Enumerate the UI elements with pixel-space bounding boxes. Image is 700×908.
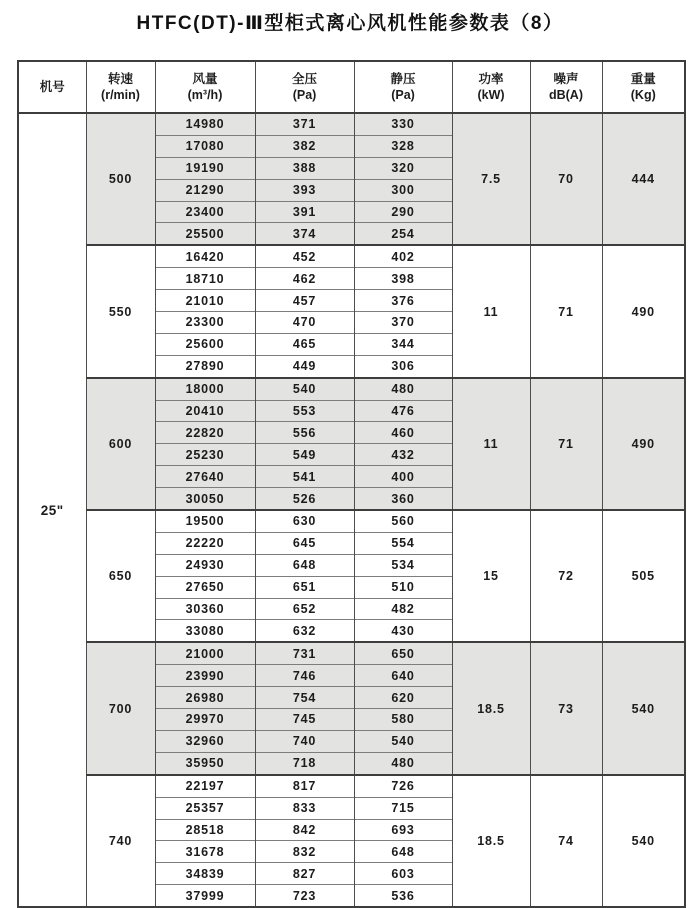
- total-pressure-cell: 452: [255, 245, 354, 267]
- power-cell: 11: [452, 245, 530, 377]
- flow-cell: 30050: [155, 488, 255, 510]
- header-label: 机号: [39, 80, 65, 94]
- static-pressure-cell: 480: [354, 378, 452, 400]
- header-label: 功率: [478, 72, 504, 86]
- flow-cell: 25357: [155, 797, 255, 819]
- power-cell: 7.5: [452, 113, 530, 245]
- total-pressure-cell: 382: [255, 135, 354, 157]
- data-row: [18, 510, 685, 532]
- flow-cell: 32960: [155, 730, 255, 752]
- power-cell: 11: [452, 378, 530, 510]
- col-header-rpm: [86, 61, 155, 113]
- total-pressure-cell: 754: [255, 687, 354, 709]
- static-pressure-cell: 603: [354, 863, 452, 885]
- rpm-cell: 740: [86, 775, 155, 907]
- header-row: [18, 61, 685, 113]
- static-pressure-cell: 402: [354, 245, 452, 267]
- flow-cell: 23300: [155, 312, 255, 334]
- static-pressure-cell: 620: [354, 687, 452, 709]
- total-pressure-cell: 470: [255, 312, 354, 334]
- static-pressure-cell: 510: [354, 576, 452, 598]
- flow-cell: 25600: [155, 333, 255, 355]
- total-pressure-cell: 833: [255, 797, 354, 819]
- total-pressure-cell: 462: [255, 268, 354, 290]
- header-unit: (Pa): [292, 88, 317, 102]
- col-header-machine: [18, 61, 86, 113]
- flow-cell: 30360: [155, 598, 255, 620]
- col-header-flow: [155, 61, 255, 113]
- data-row: [18, 113, 685, 135]
- flow-cell: 20410: [155, 400, 255, 422]
- flow-cell: 23990: [155, 665, 255, 687]
- static-pressure-cell: 476: [354, 400, 452, 422]
- flow-cell: 29970: [155, 709, 255, 731]
- total-pressure-cell: 648: [255, 554, 354, 576]
- static-pressure-cell: 534: [354, 554, 452, 576]
- weight-cell: 540: [602, 642, 685, 774]
- static-pressure-cell: 344: [354, 333, 452, 355]
- static-pressure-cell: 726: [354, 775, 452, 797]
- power-cell: 15: [452, 510, 530, 642]
- static-pressure-cell: 580: [354, 709, 452, 731]
- header-label: 静压: [390, 72, 416, 86]
- total-pressure-cell: 553: [255, 400, 354, 422]
- flow-cell: 21010: [155, 290, 255, 312]
- flow-cell: 25230: [155, 444, 255, 466]
- noise-cell: 74: [530, 775, 602, 907]
- static-pressure-cell: 480: [354, 752, 452, 774]
- flow-cell: 34839: [155, 863, 255, 885]
- total-pressure-cell: 457: [255, 290, 354, 312]
- flow-cell: 27650: [155, 576, 255, 598]
- static-pressure-cell: 376: [354, 290, 452, 312]
- power-cell: 18.5: [452, 642, 530, 774]
- flow-cell: 23400: [155, 201, 255, 223]
- static-pressure-cell: 400: [354, 466, 452, 488]
- total-pressure-cell: 842: [255, 819, 354, 841]
- flow-cell: 14980: [155, 113, 255, 135]
- static-pressure-cell: 650: [354, 642, 452, 664]
- static-pressure-cell: 370: [354, 312, 452, 334]
- static-pressure-cell: 640: [354, 665, 452, 687]
- col-header-power: [452, 61, 530, 113]
- total-pressure-cell: 731: [255, 642, 354, 664]
- flow-cell: 26980: [155, 687, 255, 709]
- noise-cell: 73: [530, 642, 602, 774]
- total-pressure-cell: 374: [255, 223, 354, 245]
- total-pressure-cell: 371: [255, 113, 354, 135]
- total-pressure-cell: 651: [255, 576, 354, 598]
- flow-cell: 16420: [155, 245, 255, 267]
- flow-cell: 31678: [155, 841, 255, 863]
- data-row: [18, 378, 685, 400]
- rpm-cell: 650: [86, 510, 155, 642]
- total-pressure-cell: 652: [255, 598, 354, 620]
- header-unit: (Kg): [630, 88, 656, 102]
- static-pressure-cell: 536: [354, 885, 452, 907]
- static-pressure-cell: 330: [354, 113, 452, 135]
- total-pressure-cell: 541: [255, 466, 354, 488]
- header-label: 全压: [291, 72, 317, 86]
- flow-cell: 22820: [155, 422, 255, 444]
- flow-cell: 19500: [155, 510, 255, 532]
- static-pressure-cell: 482: [354, 598, 452, 620]
- static-pressure-cell: 398: [354, 268, 452, 290]
- page-title: HTFC(DT)-Ⅲ型柜式离心风机性能参数表（8）: [136, 13, 564, 34]
- header-label: 重量: [630, 72, 656, 86]
- weight-cell: 490: [602, 378, 685, 510]
- header-unit: (r/min): [101, 88, 140, 102]
- rpm-cell: 700: [86, 642, 155, 774]
- static-pressure-cell: 715: [354, 797, 452, 819]
- flow-cell: 33080: [155, 620, 255, 642]
- power-cell: 18.5: [452, 775, 530, 907]
- total-pressure-cell: 449: [255, 355, 354, 377]
- noise-cell: 71: [530, 245, 602, 377]
- static-pressure-cell: 430: [354, 620, 452, 642]
- data-row: [18, 245, 685, 267]
- flow-cell: 25500: [155, 223, 255, 245]
- total-pressure-cell: 632: [255, 620, 354, 642]
- weight-cell: 490: [602, 245, 685, 377]
- static-pressure-cell: 693: [354, 819, 452, 841]
- header-unit: (Pa): [391, 88, 415, 102]
- total-pressure-cell: 465: [255, 333, 354, 355]
- static-pressure-cell: 648: [354, 841, 452, 863]
- total-pressure-cell: 556: [255, 422, 354, 444]
- static-pressure-cell: 540: [354, 730, 452, 752]
- col-header-static-pressure: [354, 61, 452, 113]
- noise-cell: 72: [530, 510, 602, 642]
- header-unit: dB(A): [548, 88, 583, 102]
- static-pressure-cell: 306: [354, 355, 452, 377]
- total-pressure-cell: 817: [255, 775, 354, 797]
- total-pressure-cell: 549: [255, 444, 354, 466]
- total-pressure-cell: 526: [255, 488, 354, 510]
- total-pressure-cell: 645: [255, 532, 354, 554]
- col-header-weight: [602, 61, 685, 113]
- machine-no-cell: 25": [18, 113, 86, 907]
- total-pressure-cell: 540: [255, 378, 354, 400]
- total-pressure-cell: 718: [255, 752, 354, 774]
- flow-cell: 24930: [155, 554, 255, 576]
- col-header-noise: [530, 61, 602, 113]
- noise-cell: 71: [530, 378, 602, 510]
- static-pressure-cell: 460: [354, 422, 452, 444]
- static-pressure-cell: 320: [354, 157, 452, 179]
- static-pressure-cell: 254: [354, 223, 452, 245]
- data-row: [18, 775, 685, 797]
- static-pressure-cell: 290: [354, 201, 452, 223]
- static-pressure-cell: 432: [354, 444, 452, 466]
- total-pressure-cell: 723: [255, 885, 354, 907]
- performance-table: [17, 60, 686, 908]
- rpm-cell: 600: [86, 378, 155, 510]
- static-pressure-cell: 360: [354, 488, 452, 510]
- static-pressure-cell: 300: [354, 179, 452, 201]
- total-pressure-cell: 393: [255, 179, 354, 201]
- total-pressure-cell: 740: [255, 730, 354, 752]
- total-pressure-cell: 827: [255, 863, 354, 885]
- header-unit: (kW): [477, 88, 505, 102]
- weight-cell: 540: [602, 775, 685, 907]
- total-pressure-cell: 745: [255, 709, 354, 731]
- weight-cell: 444: [602, 113, 685, 245]
- flow-cell: 17080: [155, 135, 255, 157]
- total-pressure-cell: 630: [255, 510, 354, 532]
- total-pressure-cell: 746: [255, 665, 354, 687]
- flow-cell: 27640: [155, 466, 255, 488]
- flow-cell: 27890: [155, 355, 255, 377]
- header-label: 风量: [192, 72, 218, 86]
- flow-cell: 18710: [155, 268, 255, 290]
- total-pressure-cell: 388: [255, 157, 354, 179]
- header-label: 噪声: [553, 72, 579, 86]
- total-pressure-cell: 391: [255, 201, 354, 223]
- static-pressure-cell: 560: [354, 510, 452, 532]
- flow-cell: 18000: [155, 378, 255, 400]
- static-pressure-cell: 328: [354, 135, 452, 157]
- header-unit: (m³/h): [187, 88, 223, 102]
- flow-cell: 21290: [155, 179, 255, 201]
- flow-cell: 22220: [155, 532, 255, 554]
- rpm-cell: 550: [86, 245, 155, 377]
- noise-cell: 70: [530, 113, 602, 245]
- header-label: 转速: [107, 72, 133, 86]
- static-pressure-cell: 554: [354, 532, 452, 554]
- col-header-total-pressure: [255, 61, 354, 113]
- flow-cell: 22197: [155, 775, 255, 797]
- weight-cell: 505: [602, 510, 685, 642]
- flow-cell: 21000: [155, 642, 255, 664]
- total-pressure-cell: 832: [255, 841, 354, 863]
- flow-cell: 35950: [155, 752, 255, 774]
- flow-cell: 19190: [155, 157, 255, 179]
- flow-cell: 37999: [155, 885, 255, 907]
- rpm-cell: 500: [86, 113, 155, 245]
- flow-cell: 28518: [155, 819, 255, 841]
- data-row: [18, 642, 685, 664]
